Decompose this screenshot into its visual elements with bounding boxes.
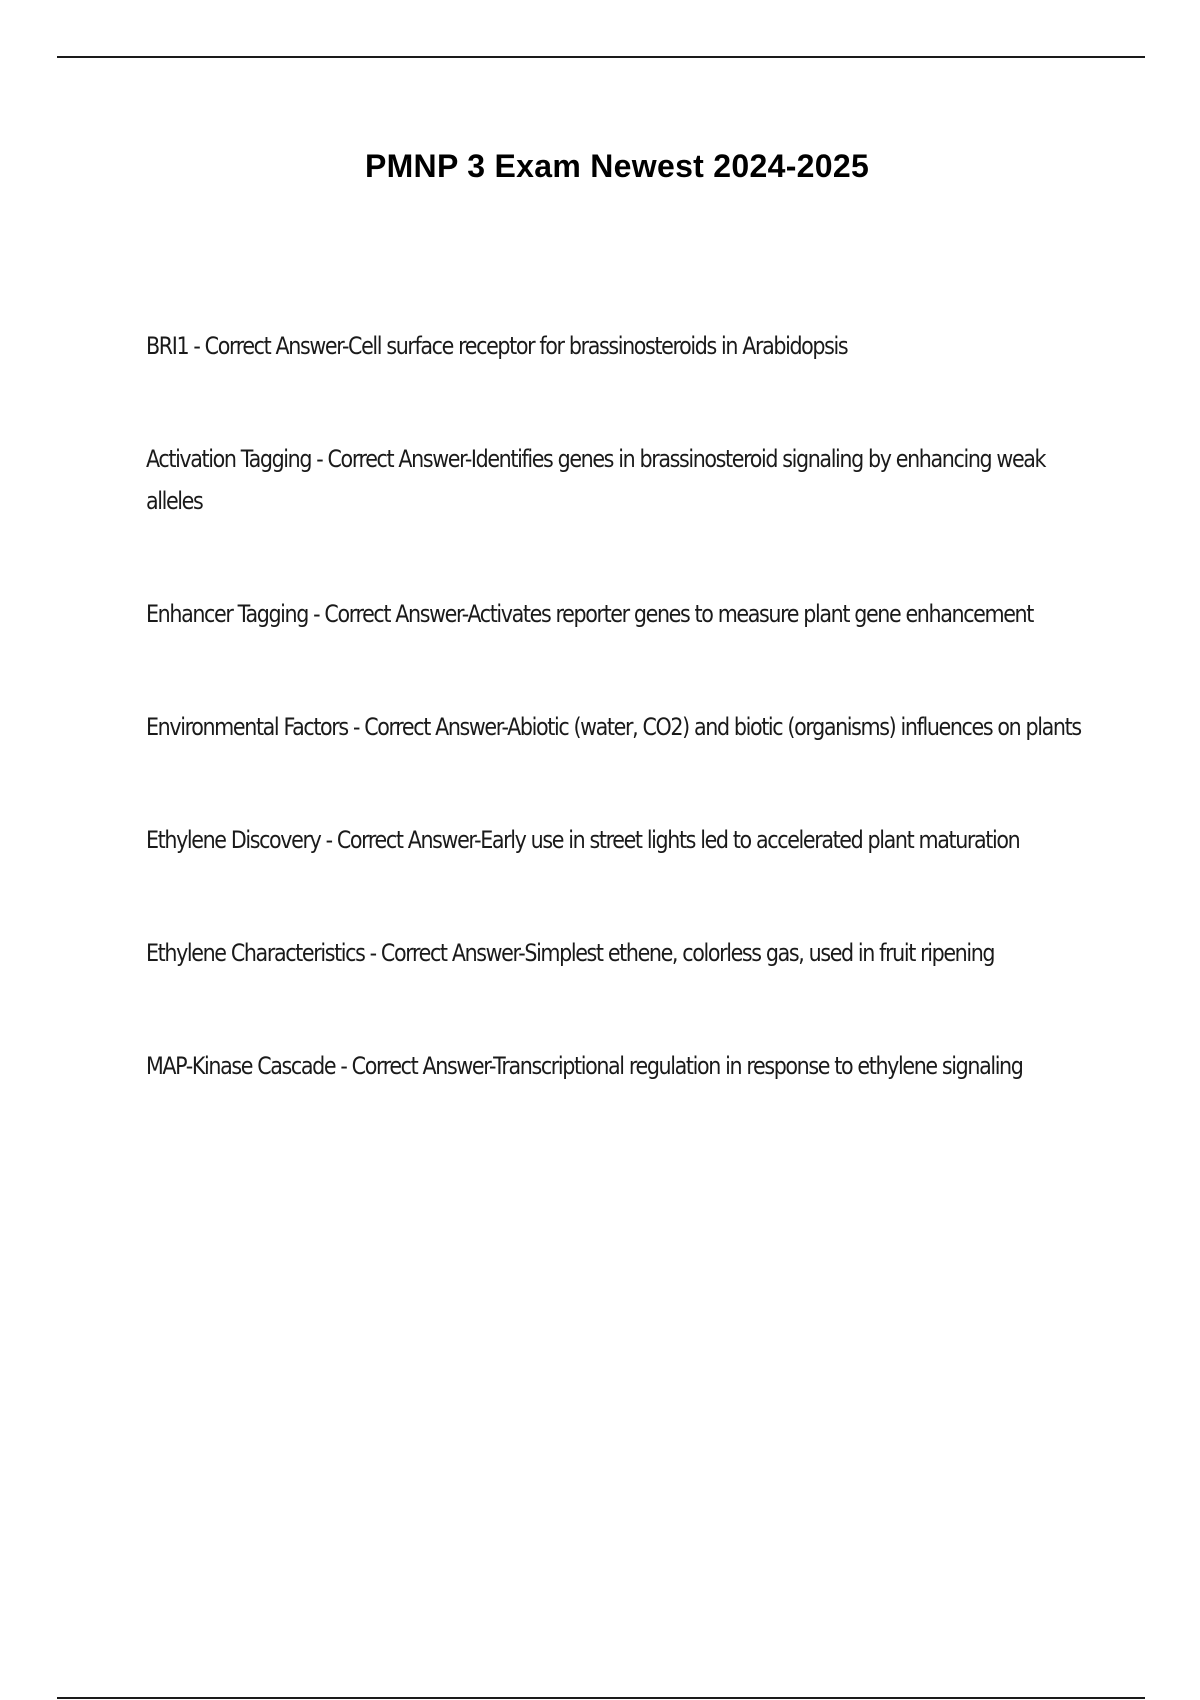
bottom-rule [57, 1697, 1145, 1699]
flashcard-entry-ethylene-discovery: Ethylene Discovery - Correct Answer-Early use in street lights led to accelerated plant maturation [146, 826, 1020, 854]
flashcard-entry-enhancer-tagging: Enhancer Tagging - Correct Answer-Activates reporter genes to measure plant gene enhancement [146, 600, 1033, 628]
flashcard-list [146, 325, 1086, 1158]
document-title: PMNP 3 Exam Newest 2024-2025 [364, 148, 870, 184]
flashcard-entry-bri1: BRI1 - Correct Answer-Cell surface receptor for brassinosteroids in Arabidopsis [146, 332, 848, 360]
top-rule [57, 56, 1145, 58]
flashcard-entry-activation-tagging: Activation Tagging - Correct Answer-Identifies genes in brassinosteroid signaling by enhancing weak alleles [146, 445, 1046, 515]
flashcard-entry-map-kinase-cascade: MAP-Kinase Cascade - Correct Answer-Transcriptional regulation in response to ethylene signaling [146, 1052, 1023, 1080]
flashcard-entry-environmental-factors: Environmental Factors - Correct Answer-Abiotic (water, CO2) and biotic (organisms) influences on plants [146, 713, 1081, 741]
flashcard-entry-ethylene-characteristics: Ethylene Characteristics - Correct Answer-Simplest ethene, colorless gas, used in fruit ripening [146, 939, 995, 967]
